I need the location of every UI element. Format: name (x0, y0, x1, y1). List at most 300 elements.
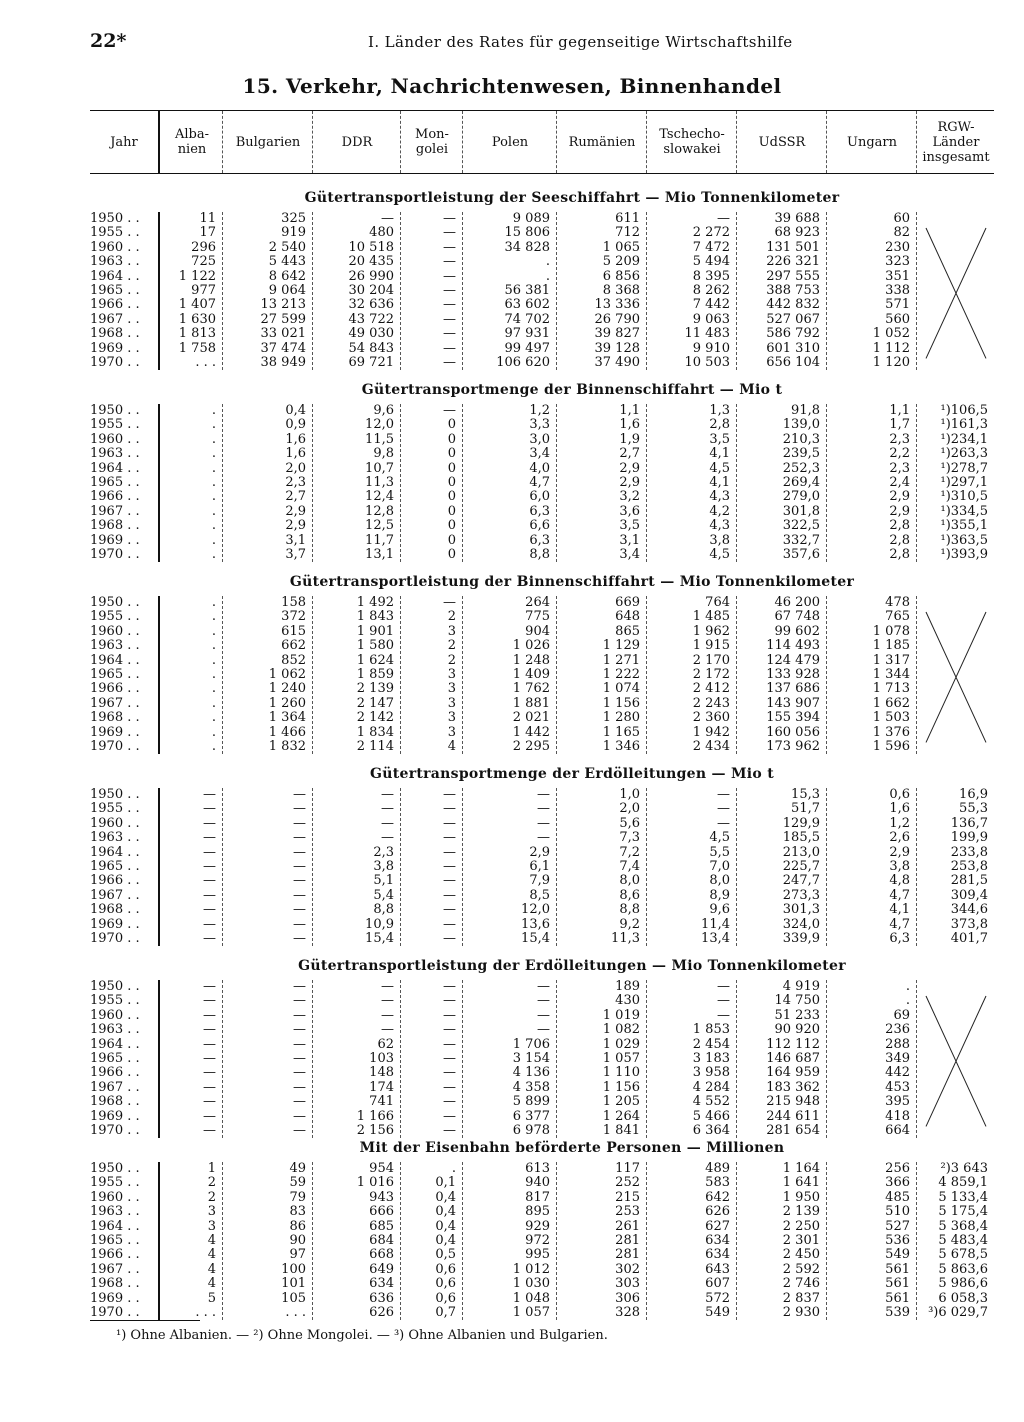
cell-udssr: 160 056 (766, 724, 820, 740)
cell-tschechoslowakei: 2 243 (692, 695, 730, 711)
cell-ddr: 1 016 (356, 1175, 394, 1191)
cell-ungarn: 2,6 (889, 830, 910, 846)
cell-rgw: 253,8 (950, 859, 988, 874)
table-row (90, 711, 994, 725)
cell-bulgarien: — (293, 830, 306, 846)
cell-bulgarien: 79 (289, 1189, 306, 1205)
cell-bulgarien: — (293, 979, 306, 994)
cell-ddr: 1 166 (356, 1108, 394, 1124)
cell-albanien: . (211, 595, 216, 610)
table-section (90, 1140, 994, 1320)
cell-rgw: 5 678,5 (938, 1247, 988, 1263)
cell-tschechoslowakei: 3 958 (692, 1065, 730, 1081)
cell-tschechoslowakei: 4,5 (709, 547, 730, 562)
cell-jahr: 1960 . . (90, 1189, 140, 1205)
cell-albanien: . (211, 460, 216, 476)
cell-rumaenien: 7,2 (619, 844, 640, 860)
cell-tschechoslowakei: — (717, 979, 730, 994)
cell-tschechoslowakei: 2 170 (692, 652, 730, 668)
cell-bulgarien: 1,6 (285, 446, 306, 462)
cell-rgw: 16,9 (959, 787, 988, 802)
cell-rumaenien: 1 156 (602, 695, 640, 711)
cell-rumaenien: 39 827 (594, 326, 640, 342)
cell-udssr: 2 592 (782, 1261, 820, 1277)
cell-polen: 940 (525, 1175, 550, 1191)
cell-ungarn: 288 (885, 1036, 910, 1052)
cell-rgw: ¹)263,3 (940, 446, 988, 462)
cell-tschechoslowakei: 3 183 (692, 1051, 730, 1066)
cell-ddr: 741 (369, 1094, 394, 1110)
cell-mongolei: 3 (447, 724, 456, 740)
cell-udssr: 273,3 (782, 887, 820, 903)
cell-bulgarien: 2,3 (285, 475, 306, 490)
column-header-row (90, 110, 994, 174)
cell-rgw: 199,9 (950, 830, 988, 846)
cell-rgw: ¹)393,9 (940, 547, 988, 562)
cell-tschechoslowakei: — (717, 211, 730, 226)
cell-bulgarien: — (293, 1065, 306, 1081)
cell-rumaenien: 302 (615, 1261, 640, 1277)
cell-rumaenien: 328 (615, 1305, 640, 1320)
cell-ddr: 12,5 (365, 518, 394, 534)
cell-mongolei: . (451, 1161, 456, 1176)
cell-ungarn: 536 (885, 1233, 910, 1248)
cell-jahr: 1960 . . (90, 431, 140, 447)
cell-bulgarien: 100 (281, 1261, 306, 1277)
cell-mongolei: 2 (447, 652, 456, 668)
cell-jahr: 1963 . . (90, 830, 140, 846)
column-header-ddr: DDR (312, 111, 401, 173)
cell-bulgarien: 105 (281, 1290, 306, 1306)
cell-bulgarien: 158 (281, 595, 306, 610)
cell-jahr: 1950 . . (90, 211, 140, 226)
cell-bulgarien: — (293, 815, 306, 831)
cell-udssr: 527 067 (766, 311, 820, 327)
cell-albanien: . (211, 403, 216, 418)
cell-udssr: 124 479 (766, 652, 820, 668)
cell-tschechoslowakei: 3,8 (709, 532, 730, 548)
cell-polen: — (537, 993, 550, 1009)
cell-mongolei: — (443, 355, 456, 370)
table-section (90, 574, 994, 754)
cell-bulgarien: 37 474 (260, 340, 306, 356)
table-row (90, 241, 994, 255)
cell-ddr: 9,6 (373, 403, 394, 418)
cell-mongolei: — (443, 225, 456, 241)
cell-polen: — (537, 801, 550, 817)
table-row (90, 212, 994, 226)
cell-udssr: 2 930 (782, 1305, 820, 1320)
cell-albanien: 4 (207, 1276, 216, 1292)
cell-ungarn: 1 376 (872, 724, 910, 740)
cell-albanien: — (203, 916, 216, 932)
cell-mongolei: 0,4 (435, 1189, 456, 1205)
table-row (90, 284, 994, 298)
cell-albanien: — (203, 1108, 216, 1124)
cell-rumaenien: 2,9 (619, 460, 640, 476)
cell-rumaenien: 11,3 (611, 931, 640, 946)
cell-ddr: 1 834 (356, 724, 394, 740)
cell-udssr: 2 746 (782, 1276, 820, 1292)
cell-albanien: . . . (195, 355, 216, 370)
cell-jahr: 1963 . . (90, 1022, 140, 1038)
footnote-rule (90, 1320, 200, 1321)
cell-polen: 264 (525, 595, 550, 610)
cell-ungarn: 1 317 (872, 652, 910, 668)
table-row (90, 226, 994, 240)
cell-jahr: 1968 . . (90, 902, 140, 918)
cell-ungarn: 442 (885, 1065, 910, 1081)
table-row (90, 356, 994, 370)
cell-tschechoslowakei: 11 483 (684, 326, 730, 342)
cell-tschechoslowakei: 2 434 (692, 739, 730, 754)
cell-jahr: 1966 . . (90, 1247, 140, 1263)
table-row (90, 327, 994, 341)
cell-tschechoslowakei: 4 552 (692, 1094, 730, 1110)
cell-bulgarien: 13 213 (260, 297, 306, 313)
cell-albanien: 977 (191, 283, 216, 298)
cell-udssr: 601 310 (766, 340, 820, 356)
table-row (90, 534, 994, 548)
cell-polen: 3 154 (512, 1051, 550, 1066)
cell-jahr: 1969 . . (90, 724, 140, 740)
cell-ungarn: 1 052 (872, 326, 910, 342)
cell-bulgarien: — (293, 787, 306, 802)
cell-mongolei: — (443, 931, 456, 946)
cell-rumaenien: 1 205 (602, 1094, 640, 1110)
table-row (90, 270, 994, 284)
cell-jahr: 1967 . . (90, 1261, 140, 1277)
cell-mongolei: 0 (447, 518, 456, 534)
cell-rumaenien: 1 110 (602, 1065, 640, 1081)
cell-udssr: 301,3 (782, 902, 820, 918)
cell-rumaenien: 1,6 (619, 417, 640, 433)
cell-tschechoslowakei: 634 (705, 1233, 730, 1248)
cell-albanien: — (203, 1022, 216, 1038)
cell-ddr: 668 (369, 1247, 394, 1263)
cell-mongolei: 0 (447, 547, 456, 562)
cell-tschechoslowakei: 2 454 (692, 1036, 730, 1052)
cell-rumaenien: 1 346 (602, 739, 640, 754)
cell-bulgarien: 0,9 (285, 417, 306, 433)
cell-jahr: 1968 . . (90, 518, 140, 534)
cell-ddr: 43 722 (348, 311, 394, 327)
cell-tschechoslowakei: 764 (705, 595, 730, 610)
cell-rgw: 5 368,4 (938, 1218, 988, 1234)
cell-albanien: — (203, 787, 216, 802)
cell-tschechoslowakei: 5 494 (692, 254, 730, 270)
cell-jahr: 1955 . . (90, 993, 140, 1009)
cell-bulgarien: 1 260 (268, 695, 306, 711)
table-row (90, 802, 994, 816)
cell-rgw: 5 986,6 (938, 1276, 988, 1292)
cell-polen: 1 706 (512, 1036, 550, 1052)
cell-tschechoslowakei: 4,3 (709, 518, 730, 534)
cell-albanien: — (203, 1123, 216, 1138)
cell-ddr: 2 114 (356, 739, 394, 754)
cell-rumaenien: 1 019 (602, 1007, 640, 1023)
cell-ungarn: 561 (885, 1261, 910, 1277)
cell-ddr: 69 721 (348, 355, 394, 370)
cell-rgw: 5 175,4 (938, 1204, 988, 1220)
cell-ungarn: 4,8 (889, 873, 910, 889)
cell-mongolei: 0 (447, 532, 456, 548)
cell-udssr: 131 501 (766, 239, 820, 255)
cell-jahr: 1950 . . (90, 595, 140, 610)
cell-jahr: 1965 . . (90, 1051, 140, 1066)
cell-udssr: 14 750 (774, 993, 820, 1009)
cell-rumaenien: 1 271 (602, 652, 640, 668)
cell-rumaenien: 8 368 (602, 283, 640, 298)
cell-bulgarien: — (293, 1051, 306, 1066)
cell-ddr: 634 (369, 1276, 394, 1292)
cell-rumaenien: 2,0 (619, 801, 640, 817)
cell-udssr: 244 611 (766, 1108, 820, 1124)
cell-udssr: 301,8 (782, 503, 820, 519)
cell-jahr: 1950 . . (90, 1161, 140, 1176)
cell-udssr: 1 950 (782, 1189, 820, 1205)
cell-ddr: 5,4 (373, 887, 394, 903)
cell-udssr: 339,9 (782, 931, 820, 946)
cell-tschechoslowakei: 2 412 (692, 681, 730, 697)
cell-jahr: 1960 . . (90, 815, 140, 831)
cell-udssr: 129,9 (782, 815, 820, 831)
cell-albanien: . (211, 446, 216, 462)
cell-rumaenien: 1 082 (602, 1022, 640, 1038)
cell-rumaenien: 8,0 (619, 873, 640, 889)
cell-rumaenien: 1 029 (602, 1036, 640, 1052)
cell-bulgarien: — (293, 844, 306, 860)
cell-tschechoslowakei: 626 (705, 1204, 730, 1220)
cell-tschechoslowakei: 1 962 (692, 623, 730, 639)
cell-polen: 97 931 (504, 326, 550, 342)
cell-albanien: — (203, 801, 216, 817)
cell-ungarn: 2,2 (889, 446, 910, 462)
cell-rgw: 6 058,3 (938, 1290, 988, 1306)
cell-ddr: 54 843 (348, 340, 394, 356)
cell-ddr: 26 990 (348, 268, 394, 284)
cell-tschechoslowakei: 8 262 (692, 283, 730, 298)
cell-jahr: 1963 . . (90, 1204, 140, 1220)
cell-rgw: ¹)297,1 (940, 475, 988, 490)
cell-ungarn: 571 (885, 297, 910, 313)
cell-bulgarien: 919 (281, 225, 306, 241)
cell-albanien: — (203, 873, 216, 889)
cell-ddr: 2 156 (356, 1123, 394, 1138)
cell-bulgarien: 49 (289, 1161, 306, 1176)
cell-udssr: 51 233 (774, 1007, 820, 1023)
cell-albanien: . (211, 532, 216, 548)
cell-ungarn: 0,6 (889, 787, 910, 802)
cell-mongolei: 0,4 (435, 1218, 456, 1234)
cell-ddr: 32 636 (348, 297, 394, 313)
cell-ungarn: 2,9 (889, 489, 910, 505)
cell-ungarn: 418 (885, 1108, 910, 1124)
cell-jahr: 1966 . . (90, 297, 140, 313)
cell-mongolei: — (443, 1108, 456, 1124)
column-header-jahr: Jahr (110, 134, 138, 150)
cell-bulgarien: 83 (289, 1204, 306, 1220)
cell-udssr: 46 200 (774, 595, 820, 610)
cell-bulgarien: — (293, 993, 306, 1009)
cell-jahr: 1964 . . (90, 268, 140, 284)
cell-jahr: 1955 . . (90, 609, 140, 625)
cell-jahr: 1968 . . (90, 1094, 140, 1110)
table-row (90, 505, 994, 519)
cell-polen: 1 012 (512, 1261, 550, 1277)
cell-albanien: . (211, 724, 216, 740)
cell-udssr: 357,6 (782, 547, 820, 562)
cell-tschechoslowakei: 1 485 (692, 609, 730, 625)
cell-bulgarien: 33 021 (260, 326, 306, 342)
cell-albanien: 1 407 (178, 297, 216, 313)
cell-polen: — (537, 979, 550, 994)
cell-tschechoslowakei: 3,5 (709, 431, 730, 447)
cell-rumaenien: 303 (615, 1276, 640, 1292)
cell-udssr: 215 948 (766, 1094, 820, 1110)
cell-rgw: ³)6 029,7 (928, 1305, 988, 1320)
cell-bulgarien: 38 949 (260, 355, 306, 370)
cell-mongolei: — (443, 326, 456, 342)
cell-bulgarien: 97 (289, 1247, 306, 1263)
cell-jahr: 1966 . . (90, 1065, 140, 1081)
cell-ddr: 1 492 (356, 595, 394, 610)
cell-albanien: 2 (207, 1175, 216, 1191)
cell-udssr: 269,4 (782, 475, 820, 490)
cell-albanien: 1 758 (178, 340, 216, 356)
cell-udssr: 442 832 (766, 297, 820, 313)
cell-albanien: — (203, 830, 216, 846)
table-row (90, 610, 994, 624)
cell-polen: — (537, 1022, 550, 1038)
footnote: ¹) Ohne Albanien. — ²) Ohne Mongolei. — ³) Ohne Albanien und Bulgarien. (116, 1328, 608, 1343)
cell-polen: 8,8 (529, 547, 550, 562)
table-row (90, 1292, 994, 1306)
cell-mongolei: — (443, 211, 456, 226)
cell-ungarn: 236 (885, 1022, 910, 1038)
cell-ungarn: 82 (893, 225, 910, 241)
cell-bulgarien: 3,7 (285, 547, 306, 562)
cell-udssr: 247,7 (782, 873, 820, 889)
cell-ddr: 11,3 (365, 475, 394, 490)
cell-ungarn: 338 (885, 283, 910, 298)
table-row (90, 298, 994, 312)
cell-udssr: 324,0 (782, 916, 820, 932)
cell-ungarn: 1 503 (872, 710, 910, 726)
cell-ungarn: 323 (885, 254, 910, 270)
cell-polen: 895 (525, 1204, 550, 1220)
cell-ungarn: 4,7 (889, 887, 910, 903)
cell-mongolei: — (443, 916, 456, 932)
cell-albanien: — (203, 1094, 216, 1110)
cell-ungarn: 1,2 (889, 815, 910, 831)
cell-rgw: 401,7 (950, 931, 988, 946)
cell-bulgarien: — (293, 1108, 306, 1124)
cell-udssr: 91,8 (791, 403, 820, 418)
cell-mongolei: 0 (447, 489, 456, 505)
cell-bulgarien: 1,6 (285, 431, 306, 447)
section-title: Gütertransportleistung der Erdölleitungen — Mio Tonnenkilometer (298, 958, 846, 974)
cell-polen: 63 602 (504, 297, 550, 313)
cell-udssr: 137 686 (766, 681, 820, 697)
cell-udssr: 133 928 (766, 667, 820, 682)
cell-jahr: 1965 . . (90, 475, 140, 490)
cell-udssr: 1 164 (782, 1161, 820, 1176)
cell-albanien: 11 (199, 211, 216, 226)
cell-rumaenien: 253 (615, 1204, 640, 1220)
cell-jahr: 1970 . . (90, 355, 140, 370)
cell-albanien: — (203, 979, 216, 994)
cell-polen: 2 295 (512, 739, 550, 754)
cell-mongolei: 0 (447, 446, 456, 462)
cell-mongolei: — (443, 787, 456, 802)
cell-rgw: ¹)234,1 (940, 431, 988, 447)
cell-albanien: — (203, 931, 216, 946)
cell-jahr: 1965 . . (90, 283, 140, 298)
cell-albanien: . . . (195, 1305, 216, 1320)
cell-ddr: 2 147 (356, 695, 394, 711)
cell-albanien: 296 (191, 239, 216, 255)
cell-jahr: 1969 . . (90, 916, 140, 932)
cell-tschechoslowakei: 643 (705, 1261, 730, 1277)
cell-ungarn: 2,8 (889, 547, 910, 562)
cell-ddr: — (381, 787, 394, 802)
cell-ungarn: 1 185 (872, 638, 910, 654)
cell-udssr: 112 112 (766, 1036, 820, 1052)
cell-mongolei: — (443, 830, 456, 846)
cell-polen: 6 978 (512, 1123, 550, 1138)
cell-mongolei: — (443, 1036, 456, 1052)
cell-rumaenien: 5,6 (619, 815, 640, 831)
cell-tschechoslowakei: 1 915 (692, 638, 730, 654)
cell-tschechoslowakei: 2 172 (692, 667, 730, 682)
cell-ddr: — (381, 1007, 394, 1023)
table-row (90, 1095, 994, 1109)
cell-bulgarien: 8 642 (268, 268, 306, 284)
cell-rumaenien: 1 264 (602, 1108, 640, 1124)
cell-ddr: 12,4 (365, 489, 394, 505)
cell-rumaenien: 3,2 (619, 489, 640, 505)
cell-ungarn: 1 112 (872, 340, 910, 356)
cell-mongolei: — (443, 1079, 456, 1095)
table-row (90, 1234, 994, 1248)
cell-polen: 6,3 (529, 532, 550, 548)
cell-ungarn: 230 (885, 239, 910, 255)
cell-polen: 817 (525, 1189, 550, 1205)
table-row (90, 447, 994, 461)
cell-jahr: 1950 . . (90, 979, 140, 994)
cell-albanien: 4 (207, 1261, 216, 1277)
cell-rumaenien: 1 065 (602, 239, 640, 255)
cell-polen: 613 (525, 1161, 550, 1176)
cell-rumaenien: 2,7 (619, 446, 640, 462)
cell-bulgarien: 3,1 (285, 532, 306, 548)
cell-jahr: 1965 . . (90, 859, 140, 874)
cell-tschechoslowakei: 8,0 (709, 873, 730, 889)
cell-polen: 34 828 (504, 239, 550, 255)
cell-udssr: 226 321 (766, 254, 820, 270)
cell-polen: 7,9 (529, 873, 550, 889)
cell-mongolei: 0,6 (435, 1276, 456, 1292)
cell-ddr: — (381, 979, 394, 994)
cell-rumaenien: 1 057 (602, 1051, 640, 1066)
cell-jahr: 1960 . . (90, 623, 140, 639)
cell-tschechoslowakei: 9 910 (692, 340, 730, 356)
table-row (90, 1263, 994, 1277)
cell-ungarn: 60 (893, 211, 910, 226)
cell-jahr: 1967 . . (90, 1079, 140, 1095)
cell-tschechoslowakei: 1,3 (709, 403, 730, 418)
